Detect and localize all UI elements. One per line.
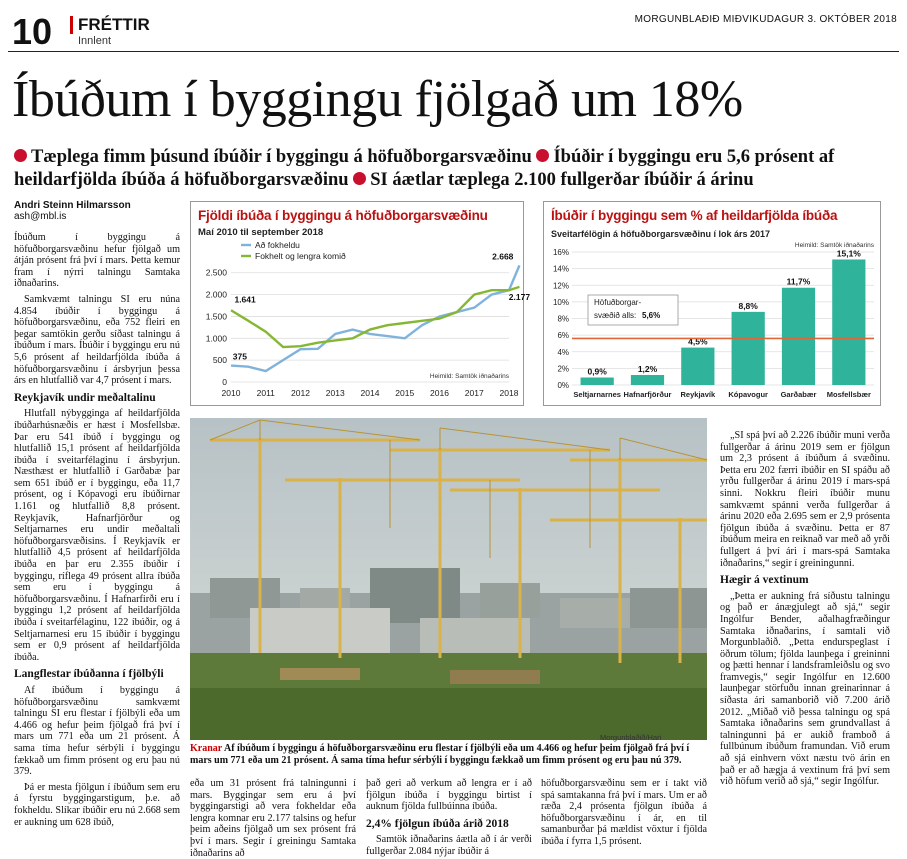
bar <box>581 378 614 385</box>
caption-text: Af íbúðum í byggingu á höfuðborgarsvæðinu eru flestar í fjölbýli eða um 4.466 og hefur þeim fjölgað frá því í mars um 771 eða um 21 prósent. Á sama tíma hefur sérbýli í byggingu fækkað um fimm prósent og eru þau nú 379. <box>190 743 690 766</box>
bar <box>782 288 815 385</box>
y-tick-label: 1.500 <box>205 311 227 322</box>
bar <box>732 312 765 385</box>
subhead-3: SI áætlar tæplega 2.100 fullgerðar íbúðir á árinu <box>370 170 754 190</box>
paragraph: Af íbúðum í byggingu á höfuðborgarsvæðinu samkvæmt talningu SI eru flestar í fjölbýli eða um 4.466 og hefur þeim fjölgað frá því í mars um 771 eða um 21 prósent. Á sama tíma hefur sérbýli í byggingu fækkað um fimm prósent og eru þau nú 379. <box>14 684 180 778</box>
paragraph: Hlutfall nýbygginga af heildarfjölda íbúðarhúsnæðis er hæst í Mosfellsbæ. Þar eru 541 íbúð í byggingu og hlutfallið 15,1 prósent af heildarfjölda íbúða í sveitarfélaginu í ársbyrjun. Næsthæst er hlutfallið í Garðabæ þar sem 651 íbúð er í byggingu, eða 11,7 prósent, og í Kópavogi eru íbúðirnar 1.161 og hlutfallið 8,8 prósent. Reykjavík, Hafnarfjörður og Seltjarnarnes eru undir meðaltali höfuðborgarsvæðisins. Í Reykjavík er hlutfallið 4,5 prósent af heildarfjölda íbúða en þar eru 2.355 íbúðir í byggingu, ríflega 49 prósent allra íbúða sem eru í byggingu á höfuðborgarsvæðinu. Í Hafnarfirði eru í byggingu 1,2 prósent af heildarfjölda íbúða í sveitarfélaginu, 122 íbúðir, og á Seltjarnarnesi eru 15 íbúðir í byggingu sem er 0,9 prósent af heildarfjölda íbúða. <box>14 408 180 663</box>
chart-source: Heimild: Samtök iðnaðarins <box>794 242 874 249</box>
article-column-5 <box>720 430 890 834</box>
bar-value-label: 15,1% <box>836 248 861 259</box>
paragraph: Íbúðum í byggingu á höfuðborgarsvæðinu hefur fjölgað um átján prósent frá því í mars. Þetta kemur fram í nýrri talningu Samtaka iðnaðarins. <box>14 232 180 290</box>
section-name: FRÉTTIR <box>70 16 150 34</box>
article-column-1 <box>14 232 180 832</box>
author-name: Andri Steinn Hilmarsson <box>14 200 131 211</box>
y-tick-label: 2.500 <box>205 267 227 278</box>
crosshead: Langflestar íbúðanna í fjölbýli <box>14 668 164 681</box>
y-tick-label: 500 <box>212 355 227 366</box>
bar <box>681 348 714 385</box>
y-tick-label: 4% <box>557 347 569 357</box>
bar-value-label: 0,9% <box>587 366 607 377</box>
data-label: 2.177 <box>508 291 531 302</box>
y-tick-label: 2.000 <box>205 289 227 300</box>
y-tick-label: 0 <box>222 377 227 387</box>
masthead: MORGUNBLAÐIÐ MIÐVIKUDAGUR 3. OKTÓBER 2018 <box>634 14 897 25</box>
x-tick-label: Reykjavík <box>680 390 716 399</box>
chart-source: Heimild: Samtök iðnaðarins <box>429 373 509 380</box>
paragraph: Samtök iðnaðarins áætla að í ár verði fullgerðar 2.084 nýjar íbúðir á <box>366 834 532 857</box>
bullet-icon <box>353 172 366 185</box>
page-number: 10 <box>12 11 53 52</box>
subhead-2: Íbúðir í byggingu eru 5,6 prósent af heildarfjölda íbúða á höfuðborgarsvæðinu <box>14 147 835 190</box>
paragraph: „SI spá því að 2.226 íbúðir muni verða fullgerðar á árinu 2019 sem er fjölgun um 2,3 prósent á íbúðum á svæðinu. Þetta eru 202 færri íbúðir en SI spáðu að yrðu fullgerðar á árinu 2019 í mars-spá sinni. Nokkru fleiri íbúðir munu samkvæmt spánni verða fullgerðar á árinu 2020 eða 2.695 sem er 2,9 prósenta fjölgun íbúða á svæðinu. Þetta er 87 íbúðum meira en reiknað var með að yrði fullgert á því ári í mars-spá Samtaka iðnaðarins,“ segir í greiningunni. <box>720 430 890 569</box>
bar-value-label: 4,5% <box>688 336 708 347</box>
bar-chart-svg <box>544 202 880 405</box>
line-chart <box>190 201 531 406</box>
crosshead: Reykjavík undir meðaltalinu <box>14 391 156 404</box>
x-tick-label: Hafnarfjörður <box>623 390 672 399</box>
reference-label: svæðið alls: <box>594 311 637 320</box>
subhead-1: Tæplega fimm þúsund íbúðir í byggingu á höfuðborgarsvæðinu <box>31 147 532 167</box>
paragraph: höfuðborgarsvæðinu sem er í takt við spá samtakanna frá því í mars. Um er að ræða 2,4 prósenta fjölgun íbúða á höfuðborgarsvæðinu í ár, en til samanburðar þá mældist vöxtur í fjölda íbúða í fyrra 1,5 prósent. <box>541 778 707 847</box>
x-tick-label: Kópavogur <box>728 390 768 399</box>
reference-label: Höfuðborgar- <box>594 298 642 307</box>
x-tick-label: Mosfellsbær <box>826 390 871 399</box>
chart-title: Íbúðir í byggingu sem % af heildarfjölda íbúða <box>551 208 838 223</box>
article-column-3 <box>366 778 532 857</box>
y-tick-label: 6% <box>557 331 569 341</box>
y-tick-label: 0% <box>557 381 569 390</box>
data-label: 375 <box>232 351 247 362</box>
legend-label: Að fokheldu <box>255 240 300 250</box>
byline <box>14 200 131 222</box>
article-column-4 <box>541 778 707 847</box>
photo-caption <box>190 743 707 766</box>
bullet-icon <box>536 149 549 162</box>
x-tick-label: 2015 <box>395 388 415 398</box>
paragraph: eða um 31 prósent frá talningunni í mars. Byggingar sem eru á því byggingarstigi að vera fokheldar eða lengra komnar eru 2.177 talsins og hefur þeim aðeins fjölgað um sex prósent frá því í mars. Segir í greiningu Samtaka iðnaðarins að <box>190 778 356 859</box>
subsection-name: Innlent <box>78 35 112 47</box>
x-tick-label: Garðabær <box>780 390 817 399</box>
chart-title: Fjöldi íbúða í byggingu á höfuðborgarsvæðinu <box>198 208 488 223</box>
headline: Íbúðum í byggingu fjölgað um 18% <box>12 71 743 128</box>
caption-label: Kranar <box>190 743 223 754</box>
x-tick-label: 2011 <box>256 388 275 398</box>
crosshead: 2,4% fjölgun íbúða árið 2018 <box>366 817 509 830</box>
page-header <box>8 6 899 52</box>
x-tick-label: 2014 <box>360 388 380 398</box>
data-label: 1.641 <box>234 294 256 305</box>
x-tick-label: 2010 <box>221 388 241 398</box>
bar-chart <box>543 201 881 406</box>
series-line-1 <box>231 265 519 371</box>
paragraph: það geri að verkum að lengra er í að fjölgun íbúða í byggingu birtist í auknum fjölda fullbúinna íbúða. <box>366 778 532 813</box>
bar <box>832 259 865 385</box>
x-tick-label: 2012 <box>291 388 310 398</box>
y-tick-label: 10% <box>552 297 569 307</box>
x-tick-label: 2018 <box>499 388 519 398</box>
chart-subtitle: Sveitarfélögin á höfuðborgarsvæðinu í lok árs 2017 <box>551 229 771 239</box>
x-tick-label: 2013 <box>325 388 345 398</box>
y-tick-label: 14% <box>552 264 569 274</box>
x-tick-label: 2017 <box>464 388 484 398</box>
y-tick-label: 12% <box>552 281 569 291</box>
line-chart-svg <box>191 202 531 405</box>
bullet-icon <box>14 149 27 162</box>
subheads <box>14 146 894 192</box>
crosshead: Hægir á vextinum <box>720 574 809 587</box>
author-email[interactable]: ash@mbl.is <box>14 211 67 222</box>
construction-photo <box>190 418 707 740</box>
y-tick-label: 16% <box>552 248 569 257</box>
y-tick-label: 2% <box>557 364 569 374</box>
bar-value-label: 8,8% <box>738 300 758 311</box>
photo-credit: Morgunblaðið/Hari <box>600 733 662 742</box>
bar <box>631 375 664 385</box>
cranes-illustration <box>190 418 707 740</box>
paragraph: Þá er mesta fjölgun í íbúðum sem eru á fyrstu byggingarstigum, þ.e. að fokheldu. Slíkar íbúðir eru nú 2.668 sem er aukning um 628 íbúð, <box>14 781 180 828</box>
data-label: 2.668 <box>492 251 514 262</box>
bar-value-label: 1,2% <box>637 364 658 375</box>
paragraph: Samkvæmt talningu SI eru núna 4.854 íbúðir í byggingu á höfuðborgarsvæðinu, eða 752 fleiri en þegar samtökin gerðu síðast talningu á íbúðum í mars. Íbúðir í byggingu eru nú 5,6 prósent af heildarfjölda íbúða á höfuðborgarsvæðinu í ársbyrjun þessa árs en hlutfallið var 4,7 prósent í mars. <box>14 293 180 387</box>
paragraph: „Þetta er aukning frá síðustu talningu og það er ánægjulegt að sjá,“ segir Ingólfur Bender, aðalhagfræðingur Samtaka iðnaðarins, í samtali við Morgunblaðið. „Þetta endurspeglast í öðrum tölum; fjölda launþega í greininni og þætti hennar í landsframleiðslu og svo framvegis,“ segir Ingólfur en 12.600 launþegar störfuðu innan greinarinnar á síðasta ári samanborið við 7.200 árið 2012. „Miðað við þessa talningu og spá Samtaka iðnaðarins sem grundvallast á talningunni þá er aukið framboð á fullbúnum íbúðum framundan. Við erum að sjá einhvern vöxt næstu tvö árin en það er að hægja á vextinum frá því sem við höfum verið að sjá,“ segir Ingólfur. <box>720 590 890 788</box>
x-tick-label: Seltjarnarnes <box>573 390 621 399</box>
y-tick-label: 8% <box>557 314 569 324</box>
x-tick-label: 2016 <box>430 388 449 398</box>
article-column-2 <box>190 778 356 859</box>
legend-label: Fokhelt og lengra komið <box>255 251 346 261</box>
bar-value-label: 11,7% <box>786 276 811 287</box>
reference-value: 5,6% <box>642 311 661 320</box>
chart-subtitle: Maí 2010 til september 2018 <box>198 227 324 238</box>
y-tick-label: 1.000 <box>205 333 227 344</box>
